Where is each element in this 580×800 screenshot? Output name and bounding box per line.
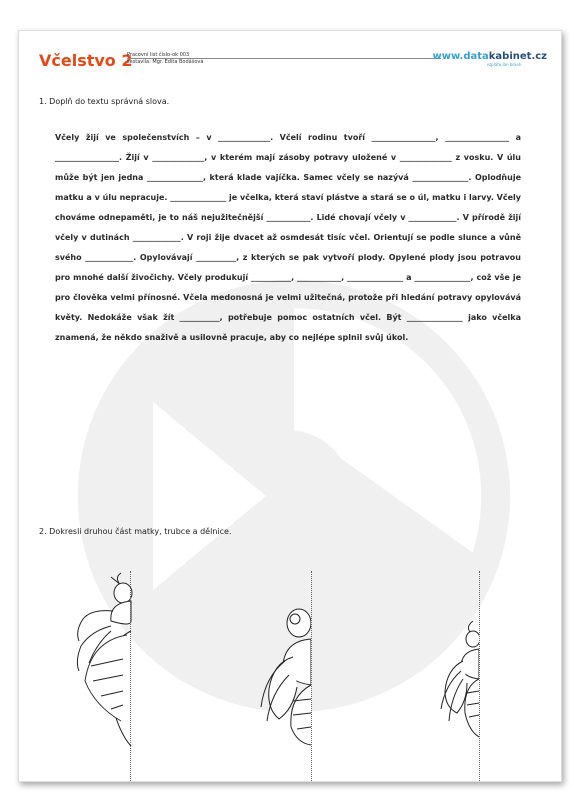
task2-heading: 2. Dokresli druhou část matky, trubce a dělnice. bbox=[39, 527, 232, 536]
symmetry-line-drone bbox=[311, 571, 312, 782]
task1-cloze-text bbox=[55, 128, 521, 348]
header-divider bbox=[127, 58, 441, 59]
symmetry-line-queen bbox=[130, 571, 131, 782]
site-link-suffix: kabinet.cz bbox=[488, 51, 547, 62]
queen-bee-half-drawing-icon bbox=[61, 571, 135, 751]
worksheet-number: Pracovní list číslo-ok 003 bbox=[127, 52, 190, 58]
cloze-paragraph: Včely žijí ve společenstvích – v _____________. Včelí rodinu tvoří ________________, ________________ a ________________. Žijí v _____________, v kterém mají zásoby potravy uložené v _____________ z vosku. V úlu může být jen jedna ______________, která klade vajíčka. Samec včely se nazývá ______________. Oplodňuje matku a v úlu nepracuje. ______________ je včelka, která staví plástve a stará se o úl, matku i larvy. Včely chováme odnepaměti, je to náš nejužitečnější ___________. Lidé chovají včely v ____________. V přírodě žijí včely v dutinách ____________. V roji žije dvacet až osmdesát tisíc včel. Orientují se podle slunce a vůně svého ____________. Opylovávají __________, z kterých se pak vytvoří plody. Opylené plody jsou potravou pro mnohé další živočichy. Včely produkují __________, ___________, ______________ a ______________, což vše je pro člověka velmi přínosné. Včela medonosná je velmi užitečná, protože při hledání potravy opylovává květy. Nedokáže však žít __________, potřebuje pomoc ostatních včel. Být ______________ jako včelka znamená, že někdo snaživě a usilovně pracuje, aby co nejlépe splnil svůj úkol. bbox=[55, 133, 521, 342]
symmetry-line-worker bbox=[479, 571, 480, 782]
worksheet-meta bbox=[127, 52, 203, 66]
site-slogan: vzpláte lán brasé bbox=[486, 62, 521, 67]
site-link-prefix: www.data bbox=[432, 51, 489, 62]
worksheet-title: Včelstvo 2 bbox=[39, 51, 133, 70]
worksheet-author: sestavila: Mgr. Edita Bodášová bbox=[127, 59, 204, 65]
worksheet-page bbox=[18, 30, 562, 782]
site-link[interactable] bbox=[432, 51, 547, 62]
task1-heading: 1. Doplň do textu správná slova. bbox=[39, 97, 170, 106]
worker-bee-half-drawing-icon bbox=[437, 621, 479, 741]
drone-bee-half-drawing-icon bbox=[253, 597, 311, 747]
